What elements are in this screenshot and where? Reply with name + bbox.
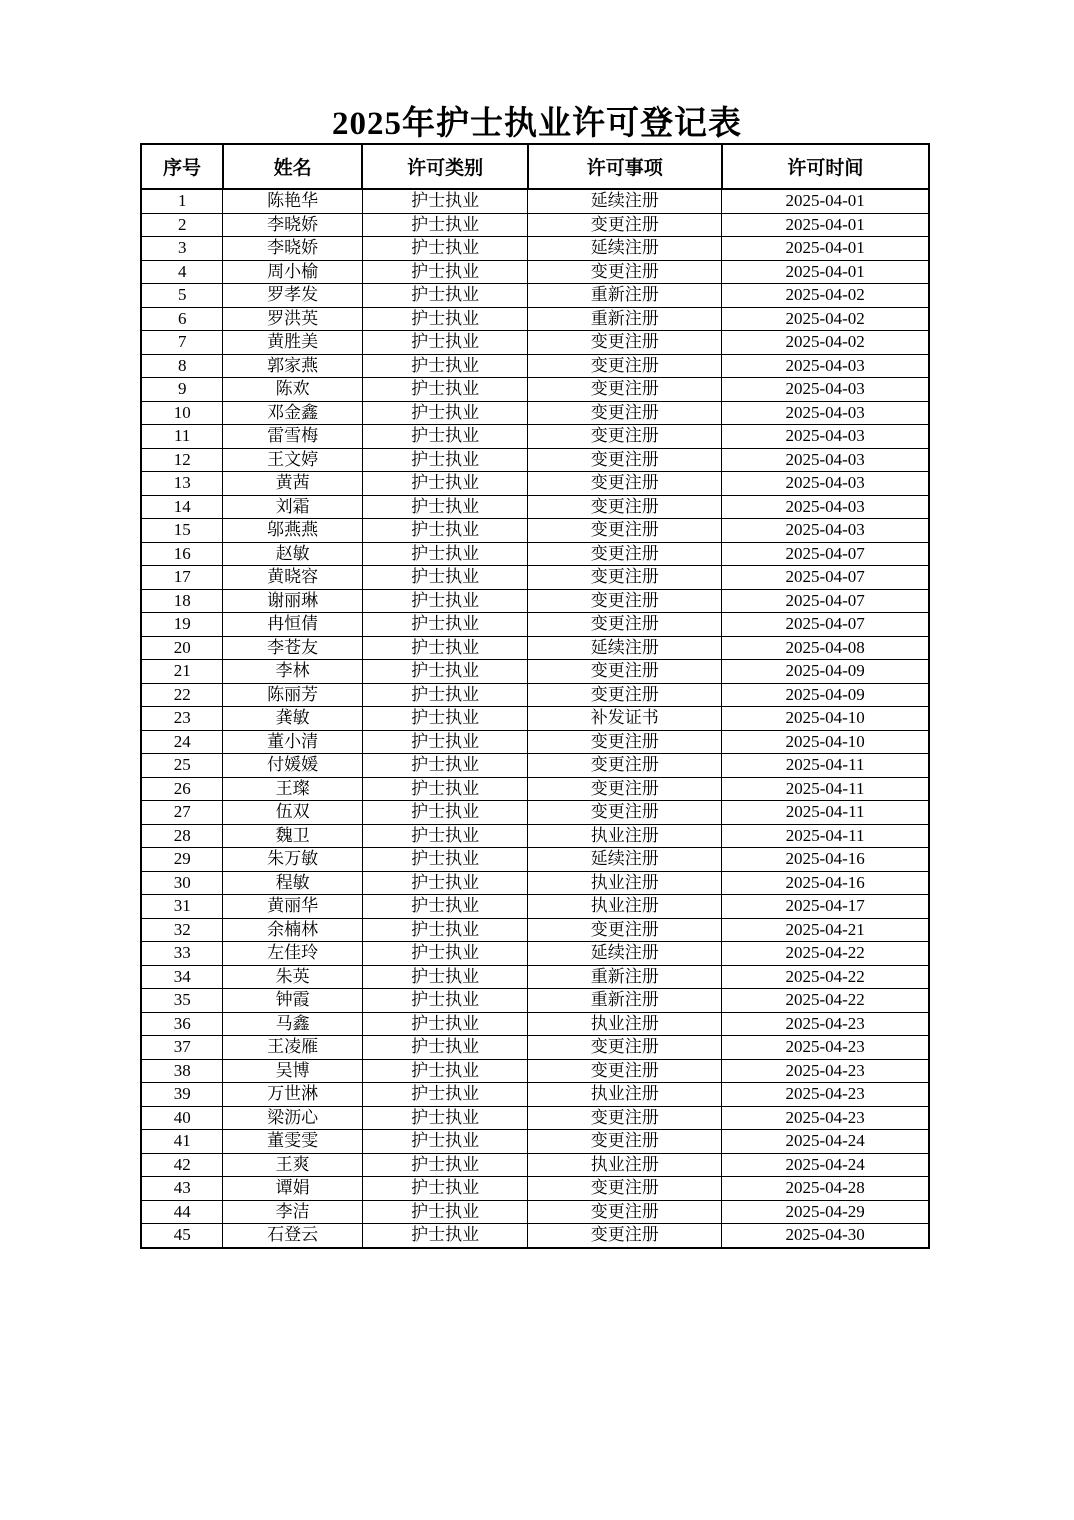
cell-date: 2025-04-21 <box>722 918 929 942</box>
cell-item: 变更注册 <box>528 1224 722 1248</box>
cell-date: 2025-04-03 <box>722 354 929 378</box>
cell-name: 付媛媛 <box>223 754 362 778</box>
table-row <box>141 801 929 825</box>
table-row <box>141 495 929 519</box>
cell-name: 程敏 <box>223 871 362 895</box>
cell-category: 护士执业 <box>362 331 527 355</box>
cell-date: 2025-04-01 <box>722 237 929 261</box>
cell-category: 护士执业 <box>362 660 527 684</box>
cell-item: 变更注册 <box>528 378 722 402</box>
column-header-category: 许可类别 <box>362 144 527 189</box>
cell-index: 45 <box>141 1224 223 1248</box>
cell-category: 护士执业 <box>362 307 527 331</box>
cell-index: 28 <box>141 824 223 848</box>
cell-index: 44 <box>141 1200 223 1224</box>
table-row <box>141 1012 929 1036</box>
cell-name: 刘霜 <box>223 495 362 519</box>
cell-index: 3 <box>141 237 223 261</box>
table-header <box>141 144 929 189</box>
cell-date: 2025-04-23 <box>722 1036 929 1060</box>
cell-category: 护士执业 <box>362 683 527 707</box>
cell-name: 谢丽琳 <box>223 589 362 613</box>
cell-index: 10 <box>141 401 223 425</box>
table-row <box>141 918 929 942</box>
cell-category: 护士执业 <box>362 707 527 731</box>
cell-date: 2025-04-01 <box>722 189 929 213</box>
cell-category: 护士执业 <box>362 1224 527 1248</box>
cell-name: 石登云 <box>223 1224 362 1248</box>
cell-name: 马鑫 <box>223 1012 362 1036</box>
cell-category: 护士执业 <box>362 284 527 308</box>
cell-index: 1 <box>141 189 223 213</box>
cell-date: 2025-04-01 <box>722 260 929 284</box>
cell-item: 变更注册 <box>528 1177 722 1201</box>
cell-item: 变更注册 <box>528 613 722 637</box>
cell-index: 19 <box>141 613 223 637</box>
cell-name: 万世淋 <box>223 1083 362 1107</box>
table-row <box>141 754 929 778</box>
cell-name: 龚敏 <box>223 707 362 731</box>
cell-date: 2025-04-03 <box>722 425 929 449</box>
cell-name: 王文婷 <box>223 448 362 472</box>
cell-item: 补发证书 <box>528 707 722 731</box>
cell-category: 护士执业 <box>362 1036 527 1060</box>
cell-index: 7 <box>141 331 223 355</box>
cell-category: 护士执业 <box>362 777 527 801</box>
column-header-name: 姓名 <box>223 144 362 189</box>
cell-index: 36 <box>141 1012 223 1036</box>
table-row <box>141 331 929 355</box>
cell-name: 朱万敏 <box>223 848 362 872</box>
cell-date: 2025-04-24 <box>722 1153 929 1177</box>
cell-name: 邓金鑫 <box>223 401 362 425</box>
cell-category: 护士执业 <box>362 824 527 848</box>
table-row <box>141 542 929 566</box>
cell-item: 变更注册 <box>528 260 722 284</box>
table-row <box>141 260 929 284</box>
cell-date: 2025-04-03 <box>722 519 929 543</box>
cell-index: 24 <box>141 730 223 754</box>
table-row <box>141 942 929 966</box>
cell-item: 执业注册 <box>528 1012 722 1036</box>
cell-index: 37 <box>141 1036 223 1060</box>
cell-name: 李洁 <box>223 1200 362 1224</box>
cell-item: 变更注册 <box>528 566 722 590</box>
cell-date: 2025-04-29 <box>722 1200 929 1224</box>
cell-item: 变更注册 <box>528 683 722 707</box>
cell-name: 李晓娇 <box>223 237 362 261</box>
cell-date: 2025-04-16 <box>722 871 929 895</box>
table-row <box>141 707 929 731</box>
cell-item: 变更注册 <box>528 1106 722 1130</box>
cell-item: 变更注册 <box>528 1200 722 1224</box>
cell-category: 护士执业 <box>362 237 527 261</box>
cell-category: 护士执业 <box>362 895 527 919</box>
table-row <box>141 378 929 402</box>
table-row <box>141 1083 929 1107</box>
cell-name: 邬燕燕 <box>223 519 362 543</box>
cell-date: 2025-04-22 <box>722 965 929 989</box>
cell-name: 陈艳华 <box>223 189 362 213</box>
cell-category: 护士执业 <box>362 566 527 590</box>
cell-name: 伍双 <box>223 801 362 825</box>
cell-index: 30 <box>141 871 223 895</box>
table-row <box>141 519 929 543</box>
cell-index: 42 <box>141 1153 223 1177</box>
cell-name: 魏卫 <box>223 824 362 848</box>
cell-name: 谭娟 <box>223 1177 362 1201</box>
cell-category: 护士执业 <box>362 942 527 966</box>
page-title: 2025年护士执业许可登记表 <box>332 106 742 142</box>
table-row <box>141 989 929 1013</box>
table-row <box>141 848 929 872</box>
cell-category: 护士执业 <box>362 401 527 425</box>
cell-date: 2025-04-23 <box>722 1012 929 1036</box>
cell-name: 董小清 <box>223 730 362 754</box>
column-header-date: 许可时间 <box>722 144 929 189</box>
cell-index: 15 <box>141 519 223 543</box>
cell-category: 护士执业 <box>362 425 527 449</box>
cell-index: 17 <box>141 566 223 590</box>
cell-category: 护士执业 <box>362 754 527 778</box>
cell-date: 2025-04-23 <box>722 1106 929 1130</box>
cell-category: 护士执业 <box>362 1130 527 1154</box>
cell-date: 2025-04-08 <box>722 636 929 660</box>
cell-category: 护士执业 <box>362 519 527 543</box>
cell-index: 39 <box>141 1083 223 1107</box>
license-registration-table <box>140 143 930 1249</box>
cell-category: 护士执业 <box>362 636 527 660</box>
cell-name: 李林 <box>223 660 362 684</box>
cell-index: 8 <box>141 354 223 378</box>
cell-date: 2025-04-03 <box>722 378 929 402</box>
cell-index: 33 <box>141 942 223 966</box>
cell-item: 变更注册 <box>528 425 722 449</box>
cell-date: 2025-04-02 <box>722 284 929 308</box>
cell-item: 延续注册 <box>528 942 722 966</box>
cell-name: 王璨 <box>223 777 362 801</box>
cell-date: 2025-04-10 <box>722 707 929 731</box>
cell-item: 变更注册 <box>528 401 722 425</box>
table-header-row <box>141 144 929 189</box>
cell-item: 重新注册 <box>528 284 722 308</box>
cell-date: 2025-04-17 <box>722 895 929 919</box>
cell-item: 变更注册 <box>528 589 722 613</box>
cell-item: 变更注册 <box>528 660 722 684</box>
table-row <box>141 965 929 989</box>
cell-name: 李苍友 <box>223 636 362 660</box>
cell-item: 变更注册 <box>528 730 722 754</box>
cell-index: 14 <box>141 495 223 519</box>
table-row <box>141 472 929 496</box>
cell-category: 护士执业 <box>362 378 527 402</box>
cell-name: 黄晓容 <box>223 566 362 590</box>
cell-index: 22 <box>141 683 223 707</box>
cell-index: 9 <box>141 378 223 402</box>
cell-category: 护士执业 <box>362 1106 527 1130</box>
cell-item: 变更注册 <box>528 801 722 825</box>
cell-date: 2025-04-07 <box>722 589 929 613</box>
cell-index: 21 <box>141 660 223 684</box>
cell-index: 35 <box>141 989 223 1013</box>
cell-name: 陈丽芳 <box>223 683 362 707</box>
cell-date: 2025-04-30 <box>722 1224 929 1248</box>
table-row <box>141 1106 929 1130</box>
cell-name: 吴博 <box>223 1059 362 1083</box>
cell-date: 2025-04-10 <box>722 730 929 754</box>
cell-item: 变更注册 <box>528 448 722 472</box>
cell-category: 护士执业 <box>362 354 527 378</box>
table-row <box>141 284 929 308</box>
cell-category: 护士执业 <box>362 1059 527 1083</box>
cell-name: 王凌雁 <box>223 1036 362 1060</box>
cell-date: 2025-04-02 <box>722 331 929 355</box>
cell-item: 变更注册 <box>528 472 722 496</box>
cell-category: 护士执业 <box>362 260 527 284</box>
cell-item: 执业注册 <box>528 1083 722 1107</box>
cell-item: 变更注册 <box>528 1059 722 1083</box>
cell-name: 罗孝发 <box>223 284 362 308</box>
table-row <box>141 566 929 590</box>
cell-date: 2025-04-11 <box>722 801 929 825</box>
table-body <box>141 189 929 1248</box>
cell-index: 2 <box>141 213 223 237</box>
cell-date: 2025-04-01 <box>722 213 929 237</box>
table-row <box>141 683 929 707</box>
cell-item: 延续注册 <box>528 237 722 261</box>
cell-date: 2025-04-03 <box>722 472 929 496</box>
cell-item: 变更注册 <box>528 918 722 942</box>
cell-item: 执业注册 <box>528 824 722 848</box>
table-row <box>141 1200 929 1224</box>
cell-date: 2025-04-22 <box>722 989 929 1013</box>
cell-category: 护士执业 <box>362 472 527 496</box>
cell-index: 38 <box>141 1059 223 1083</box>
cell-index: 11 <box>141 425 223 449</box>
cell-category: 护士执业 <box>362 848 527 872</box>
cell-index: 29 <box>141 848 223 872</box>
table-row <box>141 777 929 801</box>
cell-item: 执业注册 <box>528 895 722 919</box>
column-header-index: 序号 <box>141 144 223 189</box>
cell-date: 2025-04-23 <box>722 1083 929 1107</box>
cell-name: 李晓娇 <box>223 213 362 237</box>
table-row <box>141 1130 929 1154</box>
cell-index: 13 <box>141 472 223 496</box>
cell-index: 16 <box>141 542 223 566</box>
column-header-item: 许可事项 <box>528 144 722 189</box>
cell-date: 2025-04-07 <box>722 613 929 637</box>
cell-category: 护士执业 <box>362 589 527 613</box>
cell-date: 2025-04-23 <box>722 1059 929 1083</box>
cell-category: 护士执业 <box>362 1177 527 1201</box>
table-row <box>141 307 929 331</box>
cell-item: 执业注册 <box>528 871 722 895</box>
cell-item: 变更注册 <box>528 213 722 237</box>
table-row <box>141 213 929 237</box>
cell-name: 王爽 <box>223 1153 362 1177</box>
cell-item: 变更注册 <box>528 331 722 355</box>
cell-category: 护士执业 <box>362 871 527 895</box>
cell-date: 2025-04-09 <box>722 683 929 707</box>
cell-index: 4 <box>141 260 223 284</box>
cell-index: 23 <box>141 707 223 731</box>
cell-index: 18 <box>141 589 223 613</box>
cell-item: 变更注册 <box>528 1130 722 1154</box>
cell-date: 2025-04-16 <box>722 848 929 872</box>
cell-date: 2025-04-11 <box>722 754 929 778</box>
cell-index: 5 <box>141 284 223 308</box>
cell-item: 变更注册 <box>528 777 722 801</box>
cell-category: 护士执业 <box>362 448 527 472</box>
cell-name: 黄茜 <box>223 472 362 496</box>
cell-item: 延续注册 <box>528 189 722 213</box>
table-row <box>141 189 929 213</box>
cell-item: 变更注册 <box>528 1036 722 1060</box>
cell-category: 护士执业 <box>362 801 527 825</box>
cell-name: 黄丽华 <box>223 895 362 919</box>
cell-category: 护士执业 <box>362 189 527 213</box>
cell-index: 34 <box>141 965 223 989</box>
cell-name: 钟霞 <box>223 989 362 1013</box>
table-row <box>141 354 929 378</box>
cell-item: 执业注册 <box>528 1153 722 1177</box>
cell-date: 2025-04-22 <box>722 942 929 966</box>
cell-name: 郭家燕 <box>223 354 362 378</box>
cell-name: 周小榆 <box>223 260 362 284</box>
cell-name: 赵敏 <box>223 542 362 566</box>
cell-item: 变更注册 <box>528 354 722 378</box>
table-row <box>141 660 929 684</box>
cell-name: 雷雪梅 <box>223 425 362 449</box>
cell-category: 护士执业 <box>362 1200 527 1224</box>
cell-item: 变更注册 <box>528 542 722 566</box>
cell-index: 26 <box>141 777 223 801</box>
table-row <box>141 448 929 472</box>
table-row <box>141 1059 929 1083</box>
cell-date: 2025-04-02 <box>722 307 929 331</box>
cell-name: 罗洪英 <box>223 307 362 331</box>
cell-name: 董雯雯 <box>223 1130 362 1154</box>
cell-date: 2025-04-03 <box>722 401 929 425</box>
cell-name: 左佳玲 <box>223 942 362 966</box>
cell-index: 25 <box>141 754 223 778</box>
cell-category: 护士执业 <box>362 542 527 566</box>
cell-category: 护士执业 <box>362 1012 527 1036</box>
table-row <box>141 824 929 848</box>
table-row <box>141 1153 929 1177</box>
table-row <box>141 613 929 637</box>
cell-index: 12 <box>141 448 223 472</box>
cell-index: 32 <box>141 918 223 942</box>
cell-category: 护士执业 <box>362 1153 527 1177</box>
table-row <box>141 401 929 425</box>
cell-index: 20 <box>141 636 223 660</box>
cell-date: 2025-04-09 <box>722 660 929 684</box>
cell-name: 陈欢 <box>223 378 362 402</box>
table-row <box>141 1036 929 1060</box>
cell-date: 2025-04-11 <box>722 824 929 848</box>
cell-index: 27 <box>141 801 223 825</box>
table-row <box>141 636 929 660</box>
table-row <box>141 895 929 919</box>
cell-category: 护士执业 <box>362 918 527 942</box>
cell-category: 护士执业 <box>362 965 527 989</box>
table-row <box>141 425 929 449</box>
cell-category: 护士执业 <box>362 213 527 237</box>
cell-index: 41 <box>141 1130 223 1154</box>
cell-date: 2025-04-24 <box>722 1130 929 1154</box>
cell-item: 变更注册 <box>528 754 722 778</box>
cell-category: 护士执业 <box>362 989 527 1013</box>
cell-item: 延续注册 <box>528 848 722 872</box>
cell-index: 6 <box>141 307 223 331</box>
cell-item: 重新注册 <box>528 989 722 1013</box>
table-row <box>141 1177 929 1201</box>
table-row <box>141 871 929 895</box>
cell-name: 黄胜美 <box>223 331 362 355</box>
cell-category: 护士执业 <box>362 730 527 754</box>
cell-index: 31 <box>141 895 223 919</box>
table-row <box>141 589 929 613</box>
cell-date: 2025-04-28 <box>722 1177 929 1201</box>
cell-item: 变更注册 <box>528 519 722 543</box>
cell-category: 护士执业 <box>362 495 527 519</box>
cell-date: 2025-04-07 <box>722 542 929 566</box>
cell-item: 延续注册 <box>528 636 722 660</box>
cell-index: 40 <box>141 1106 223 1130</box>
cell-date: 2025-04-07 <box>722 566 929 590</box>
cell-date: 2025-04-03 <box>722 495 929 519</box>
cell-name: 冉恒倩 <box>223 613 362 637</box>
cell-name: 梁沥心 <box>223 1106 362 1130</box>
cell-date: 2025-04-11 <box>722 777 929 801</box>
cell-date: 2025-04-03 <box>722 448 929 472</box>
cell-category: 护士执业 <box>362 1083 527 1107</box>
cell-index: 43 <box>141 1177 223 1201</box>
table-row <box>141 1224 929 1248</box>
cell-item: 变更注册 <box>528 495 722 519</box>
cell-category: 护士执业 <box>362 613 527 637</box>
table-row <box>141 730 929 754</box>
cell-item: 重新注册 <box>528 307 722 331</box>
cell-item: 重新注册 <box>528 965 722 989</box>
table-row <box>141 237 929 261</box>
cell-name: 余楠林 <box>223 918 362 942</box>
cell-name: 朱英 <box>223 965 362 989</box>
